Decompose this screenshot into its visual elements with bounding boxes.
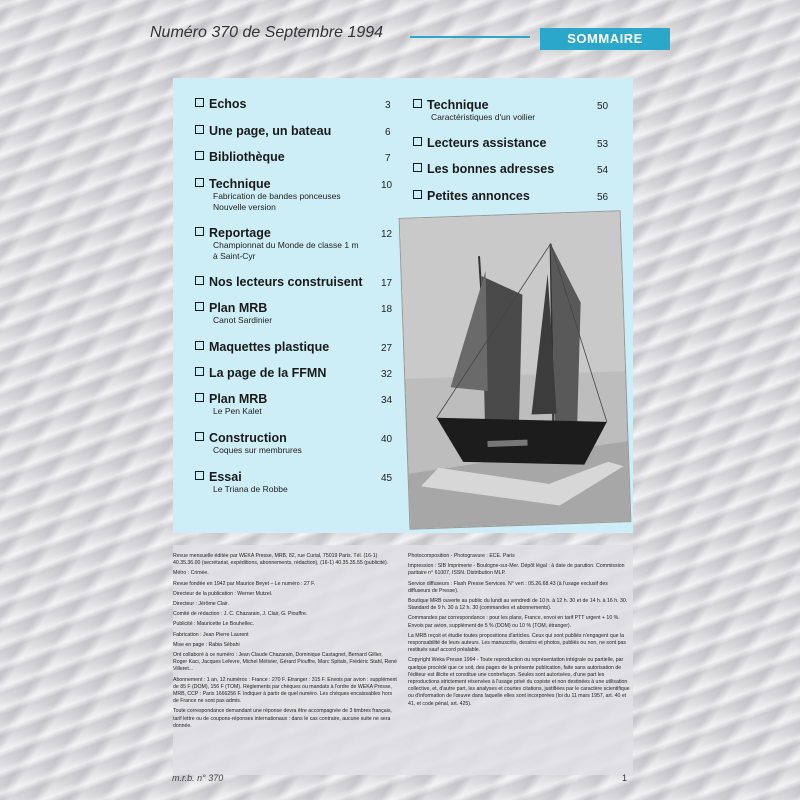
toc-subtitle: Canot Sardinier bbox=[213, 315, 273, 325]
toc-title: Bibliothèque bbox=[209, 150, 285, 164]
toc-page: 56 bbox=[597, 192, 609, 203]
toc-subtitle: Championnat du Monde de classe 1 m bbox=[213, 240, 359, 250]
toc-subtitle: Nouvelle version bbox=[213, 202, 276, 212]
sailboat-image bbox=[400, 211, 631, 528]
checkbox-icon bbox=[195, 302, 204, 311]
header-rule bbox=[410, 36, 530, 38]
footer-issue: m.r.b. n° 370 bbox=[172, 773, 224, 783]
toc-item-maquettes[interactable] bbox=[195, 340, 329, 354]
credit-paragraph: Comité de rédaction : J. C. Chazarain, J. Clair, G. Piouffre. bbox=[173, 611, 308, 618]
checkbox-icon bbox=[195, 151, 204, 160]
checkbox-icon bbox=[195, 432, 204, 441]
credit-paragraph: Impression : SIB Imprimerie - Boulogne-sur-Mer. Dépôt légal : à date de parution. Commission paritaire n° 61007, ISSN. Distribution MLP. bbox=[408, 563, 625, 577]
toc-page: 34 bbox=[381, 395, 393, 406]
credits-box bbox=[173, 545, 633, 775]
credit-paragraph: Copyright Weka Presse 1994 - Toute reproduction ou représentation intégrale ou partielle, par quelque procédé que ce soit, des pages de la présente publication, faite sans autorisation de l'éditeur est illicite et constitue une contrefaçon. Seules sont autorisées, d'une part les reproductions strictement réservées à l'usage privé du copiste et non destinées à une utilisation collective, et, d'autre part, les analyses et courtes citations, justifiées par le caractère scientifique ou d'information de l'œuvre dans laquelle elles sont incorporées (loi du 11 mars 1957, art. 40 et 41, et code pénal, art. 425). bbox=[408, 657, 630, 707]
toc-title: Echos bbox=[209, 97, 247, 111]
toc-subtitle: Caractéristiques d'un voilier bbox=[431, 112, 536, 122]
toc-page: 7 bbox=[385, 153, 391, 164]
checkbox-icon bbox=[195, 393, 204, 402]
credit-paragraph: Directeur : Jérôme Clair. bbox=[173, 601, 229, 608]
credit-paragraph: Revue fondée en 1942 par Maurice Beyet – Le numéro : 27 F. bbox=[173, 580, 316, 587]
credits-left-column bbox=[173, 553, 398, 733]
checkbox-icon bbox=[195, 98, 204, 107]
credit-paragraph: Toute correspondance demandant une réponse devra être accompagnée de 3 timbres français, tarif lettre ou de coupons-réponses internationaux : dans le cas contraire, aucune suite ne sera donnée. bbox=[173, 708, 392, 729]
toc-title: Maquettes plastique bbox=[209, 340, 330, 354]
checkbox-icon bbox=[413, 190, 422, 199]
checkbox-icon bbox=[195, 125, 204, 134]
toc-title: La page de la FFMN bbox=[209, 366, 327, 380]
toc-title: Reportage bbox=[209, 226, 271, 240]
page-number: 1 bbox=[622, 773, 628, 783]
sommaire-badge: SOMMAIRE bbox=[540, 28, 670, 50]
checkbox-icon bbox=[195, 276, 204, 285]
toc-item-nos-lecteurs[interactable] bbox=[195, 275, 363, 289]
toc-title: Une page, un bateau bbox=[209, 124, 332, 138]
credit-paragraph: Abonnement : 1 an, 12 numéros : France : 270 F. Etranger : 315 F. Envois par avion : supplément de 85 F (DOM), 156 F (TOM). Règlements par chèques ou mandats à l'ordre de WEKA Presse, MRB, CCP : Paris 1666256 F. Indiquer à partir de quel numéro. Les chèques encaissables hors de France ne sont pas admis. bbox=[173, 676, 397, 705]
toc-title: Plan MRB bbox=[209, 392, 268, 406]
toc-item-essai[interactable] bbox=[195, 470, 288, 495]
toc-title: Nos lecteurs construisent bbox=[209, 275, 363, 289]
checkbox-icon bbox=[413, 163, 422, 172]
toc-title: Technique bbox=[427, 98, 489, 112]
toc-item-bonnes-adresses[interactable] bbox=[413, 162, 554, 176]
toc-page: 53 bbox=[597, 139, 609, 150]
issue-date: Numéro 370 de Septembre 1994 bbox=[150, 24, 384, 41]
toc-title: Plan MRB bbox=[209, 301, 268, 315]
checkbox-icon bbox=[195, 178, 204, 187]
credit-paragraph: Photocomposition - Photogravure : ECE. Paris bbox=[408, 553, 515, 559]
toc-subtitle: Fabrication de bandes ponceuses bbox=[213, 191, 341, 201]
toc-subtitle: à Saint-Cyr bbox=[213, 251, 256, 261]
credit-paragraph: Commandes par correspondance : pour les plans, France, envoi en tarif PTT urgent + 10 %. Envois par avion, supplément de 5 % (DOM) ou 10 % (TOM, étranger). bbox=[408, 615, 620, 629]
checkbox-icon bbox=[413, 99, 422, 108]
toc-subtitle: Coques sur membrures bbox=[213, 445, 302, 455]
toc-item-reportage[interactable] bbox=[195, 226, 359, 262]
toc-title: Essai bbox=[209, 470, 242, 484]
credits-right-column bbox=[408, 553, 630, 711]
toc-page: 3 bbox=[385, 100, 391, 111]
toc-title: Petites annonces bbox=[427, 189, 530, 203]
toc-page: 17 bbox=[381, 278, 393, 289]
credit-paragraph: Publicité : Mauricette Le Bouhellec. bbox=[173, 621, 255, 628]
toc-page: 54 bbox=[597, 165, 609, 176]
toc-subtitle: Le Pen Kalet bbox=[213, 406, 262, 416]
toc-item-construction[interactable] bbox=[195, 431, 302, 456]
toc-title: Lecteurs assistance bbox=[427, 136, 547, 150]
credit-paragraph: Service diffuseurs : Flash Presse Services. N° vert : 05.26.68.43 (à l'usage exclusif des diffuseurs de Presse). bbox=[408, 580, 608, 594]
toc-page: 12 bbox=[381, 229, 393, 240]
toc-page: 27 bbox=[381, 343, 393, 354]
toc-page: 40 bbox=[381, 434, 393, 445]
toc-page: 10 bbox=[381, 180, 393, 191]
toc-item-lecteurs-assistance[interactable] bbox=[413, 136, 547, 150]
credit-paragraph: Métro : Crimée. bbox=[173, 570, 209, 577]
toc-page: 50 bbox=[597, 101, 609, 112]
toc-page: 6 bbox=[385, 127, 391, 138]
toc-title: Construction bbox=[209, 431, 287, 445]
checkbox-icon bbox=[195, 227, 204, 236]
toc-page: 45 bbox=[381, 473, 393, 484]
credit-paragraph: Revue mensuelle éditée par WEKA Presse, MRB, 82, rue Curial, 75019 Paris. Tél. (16-1) 40.35.36.00 (secrétariat, expéditions, abonnements, rédaction), (16-1) 40.35.35.55 (publicité). bbox=[173, 553, 389, 567]
toc-item-une-page[interactable] bbox=[195, 124, 331, 138]
toc-item-plan-mrb-1[interactable] bbox=[195, 301, 272, 326]
toc-item-plan-mrb-2[interactable] bbox=[195, 392, 267, 417]
toc-item-echos[interactable] bbox=[195, 97, 247, 111]
checkbox-icon bbox=[195, 471, 204, 480]
boat-model-photo bbox=[400, 211, 631, 528]
toc-item-ffmn[interactable] bbox=[195, 366, 326, 380]
credit-paragraph: Fabrication : Jean Pierre Laurent bbox=[173, 631, 249, 638]
toc-title: Technique bbox=[209, 177, 271, 191]
toc-item-petites-annonces[interactable] bbox=[413, 189, 530, 203]
credit-paragraph: La MRB reçoit et étudie toutes propositions d'articles. Ceux qui sont publiés n'engagent que la responsabilité de leurs auteurs. Les manuscrits, dessins et photos, publiés ou non, ne sont pas restitués sauf accord préalable. bbox=[408, 632, 627, 654]
toc-item-technique-right[interactable] bbox=[413, 98, 535, 123]
checkbox-icon bbox=[195, 367, 204, 376]
toc-page: 32 bbox=[381, 369, 393, 380]
toc-item-technique[interactable] bbox=[195, 177, 341, 213]
toc-title: Les bonnes adresses bbox=[427, 162, 555, 176]
credit-paragraph: Mise en page : Rabia Sébahi bbox=[173, 641, 240, 648]
checkbox-icon bbox=[195, 341, 204, 350]
checkbox-icon bbox=[413, 137, 422, 146]
credit-paragraph: Boutique MRB ouverte au public du lundi au vendredi de 10 h. à 12 h. 30 et de 14 h. à 16 h. 30. Standard de 9 h. 30 à 12 h. 30 (commandes et abonnements). bbox=[408, 598, 628, 612]
toc-subtitle: Le Triana de Robbe bbox=[213, 484, 288, 494]
credit-paragraph: Directeur de la publication : Werner Mutzel. bbox=[173, 590, 273, 597]
toc-page: 18 bbox=[381, 304, 393, 315]
credit-paragraph: Ont collaboré à ce numéro : Jean Claude Chazarain, Dominique Castagnet, Bernard Gillier, Roger Kaci, Jacques Lefevre, Michel Métivier, Gérard Piouffre, Marc Spitals, Frédéric Stahl, René Villeret... bbox=[173, 652, 397, 673]
toc-item-bibliotheque[interactable] bbox=[195, 150, 285, 164]
